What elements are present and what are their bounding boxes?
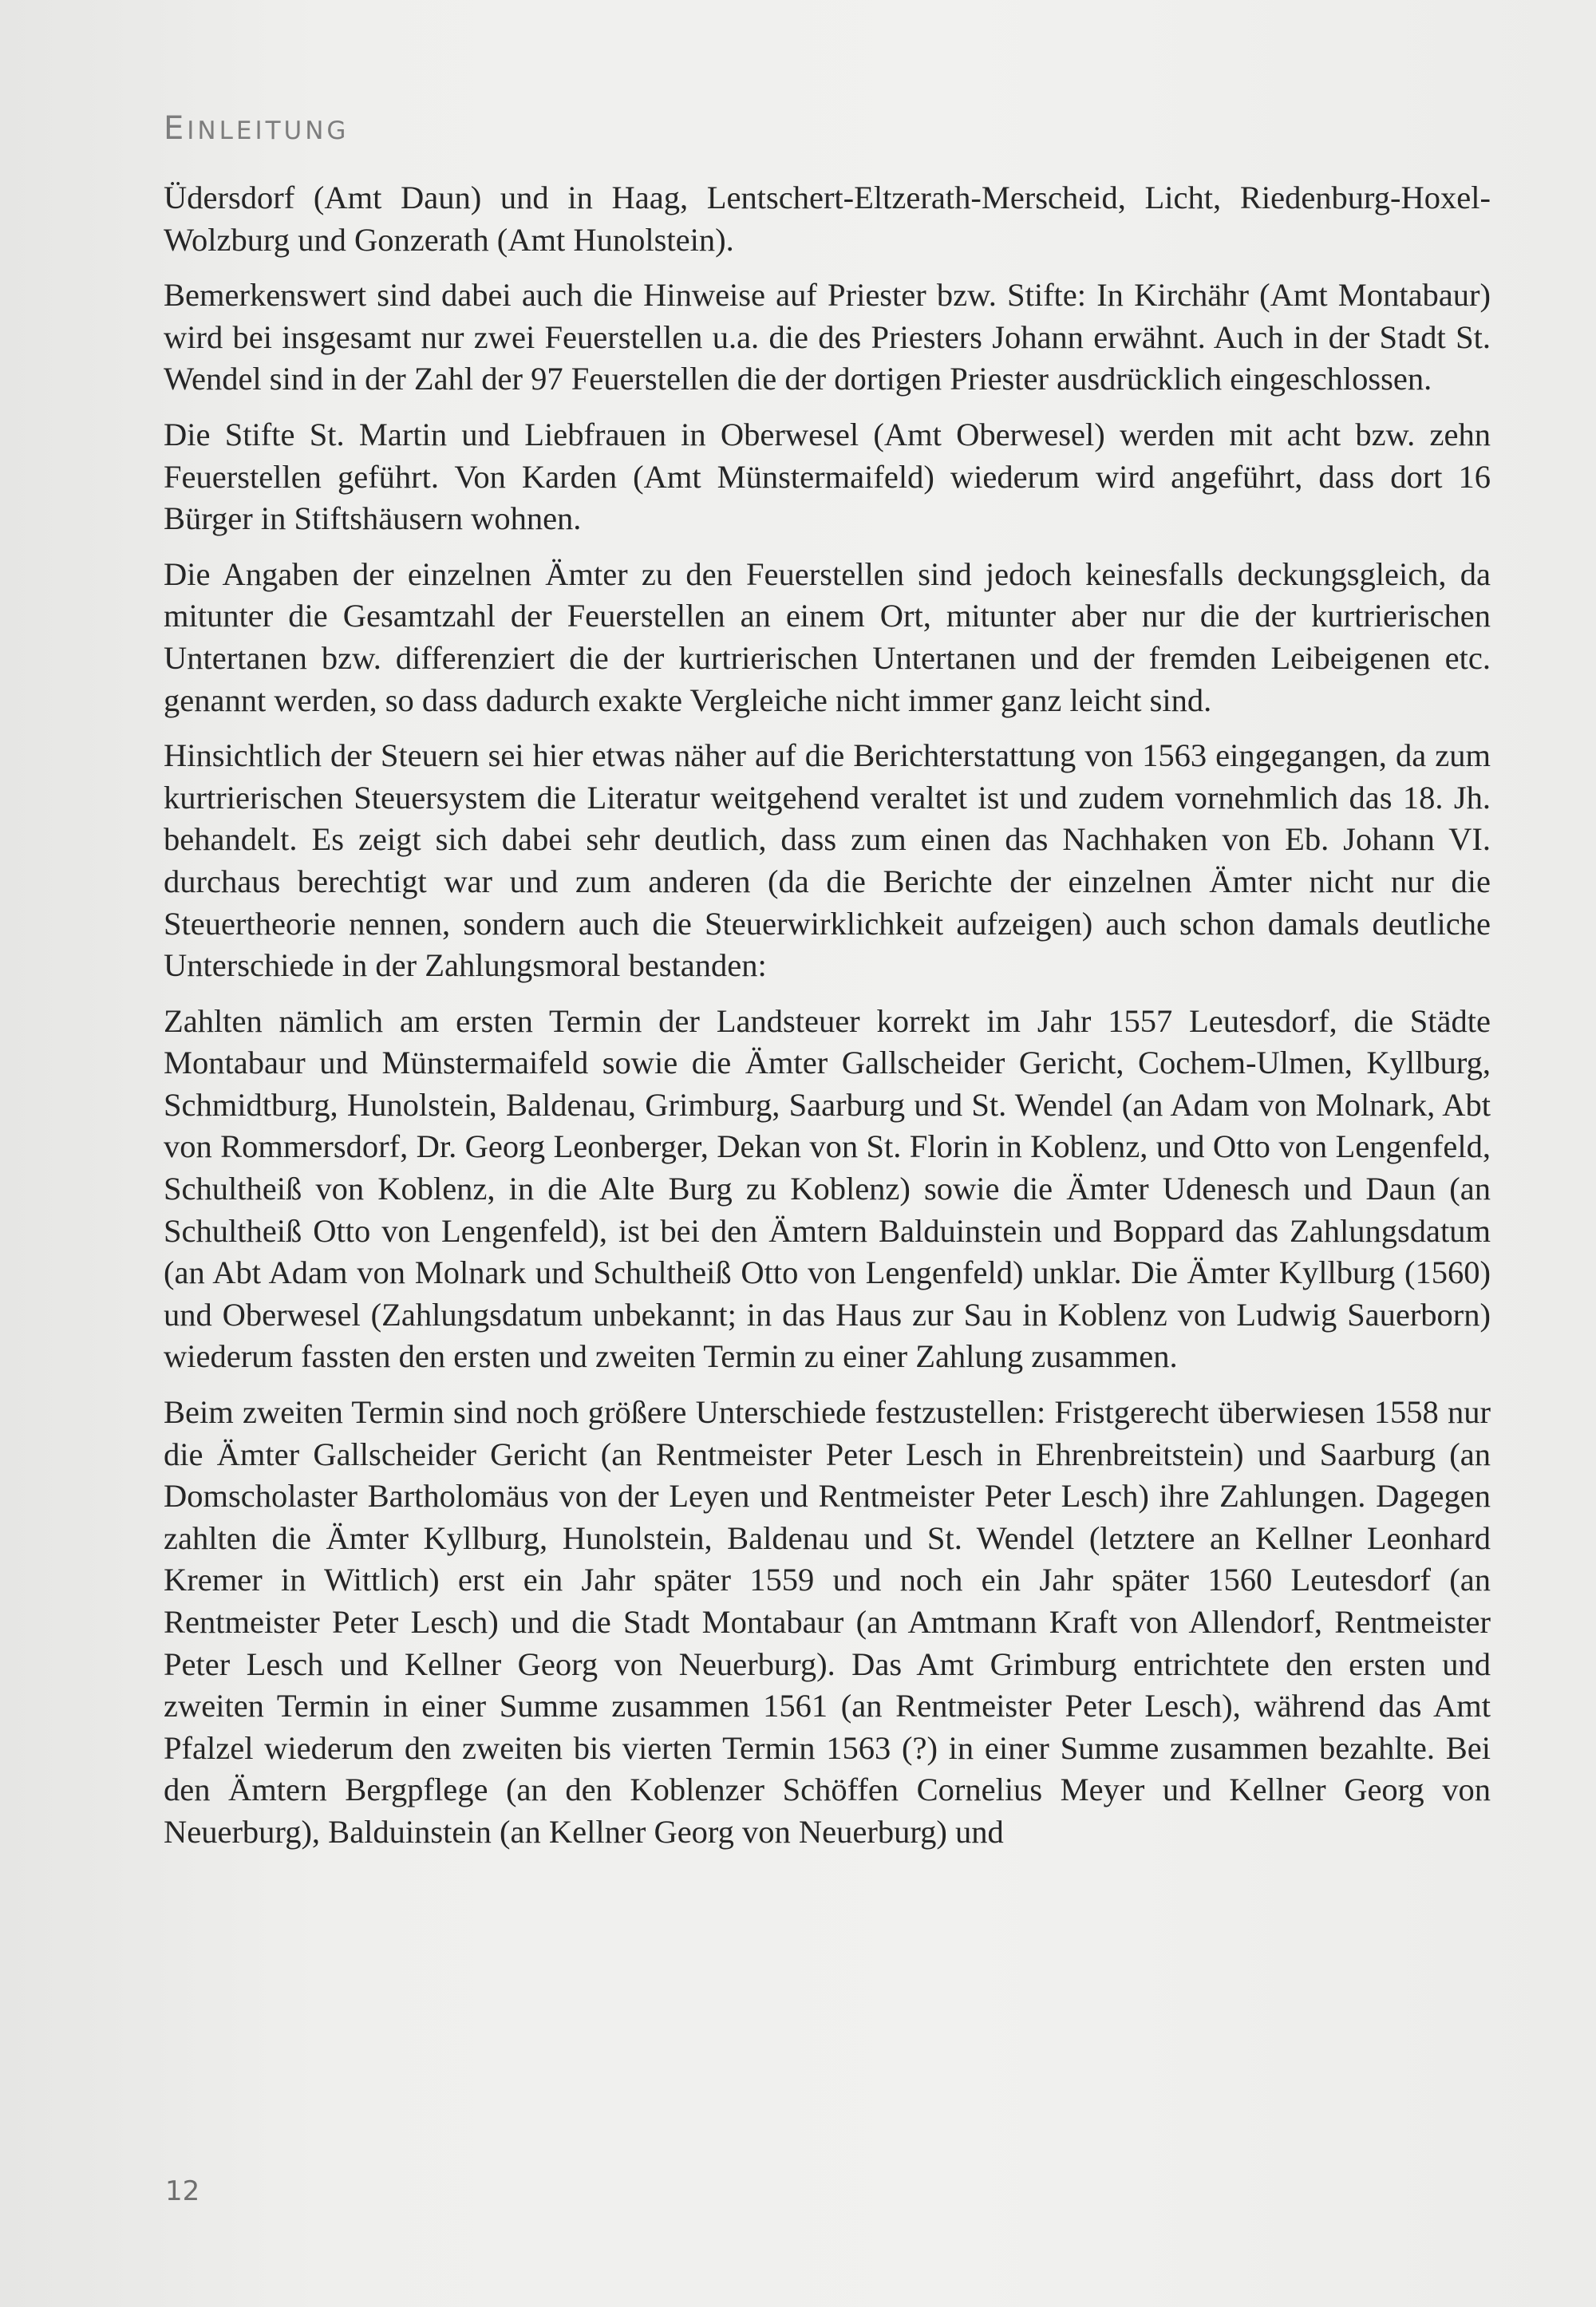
paragraph: Bemerkenswert sind dabei auch die Hinweise auf Priester bzw. Stifte: In Kirchähr (Amt Montabaur) wird bei insgesamt nur zwei Feuerstellen u.a. die des Priesters Johann erwähnt. Auch in der Stadt St. Wendel sind in der Zahl der 97 Feuerstellen die der dortigen Priester ausdrücklich eingeschlossen.: [164, 277, 1491, 397]
paragraph: Hinsichtlich der Steuern sei hier etwas näher auf die Berichterstattung von 1563 eingegangen, da zum kurtrierischen Steuersystem die Literatur weitgehend veraltet ist und zudem vornehmlich das 18. Jh. behandelt. Es zeigt sich dabei sehr deutlich, dass zum einen das Nachhaken von Eb. Johann VI. durchaus berechtigt war und zum anderen (da die Berichte der einzelnen Ämter nicht nur die Steuertheorie nennen, sondern auch die Steuerwirklichkeit aufzeigen) auch schon damals deutliche Unterschiede in der Zahlungsmoral bestanden:: [164, 737, 1491, 984]
paragraph: Beim zweiten Termin sind noch größere Unterschiede festzustellen: Fristgerecht überwiesen 1558 nur die Ämter Gallscheider Gericht (an Rentmeister Peter Lesch in Ehrenbreitstein) und Saarburg (an Domscholaster Bartholomäus von der Leyen und Rentmeister Peter Lesch) ihre Zahlungen. Dagegen zahlten die Ämter Kyllburg, Hunolstein, Baldenau und St. Wendel (letztere an Kellner Leonhard Kremer in Wittlich) erst ein Jahr später 1559 und noch ein Jahr später 1560 Leutesdorf (an Rentmeister Peter Lesch) und die Stadt Montabaur (an Amtmann Kraft von Allendorf, Rentmeister Peter Lesch und Kellner Georg von Neuerburg). Das Amt Grimburg entrichtete den ersten und zweiten Termin in einer Summe zusammen 1561 (an Rentmeister Peter Lesch), während das Amt Pfalzel wiederum den zweiten bis vierten Termin 1563 (?) in einer Summe zusammen bezahlte. Bei den Ämtern Bergpflege (an den Koblenzer Schöffen Cornelius Meyer und Kellner Georg von Neuerburg), Balduinstein (an Kellner Georg von Neuerburg) und: [164, 1394, 1491, 1850]
paragraph: Die Stifte St. Martin und Liebfrauen in Oberwesel (Amt Oberwesel) werden mit acht bzw. zehn Feuerstellen geführt. Von Karden (Amt Münstermaifeld) wiederum wird angeführt, dass dort 16 Bürger in Stiftshäusern wohnen.: [164, 416, 1491, 537]
page-number: 12: [165, 2175, 200, 2207]
header-rest: INLEITUNG: [187, 117, 350, 145]
running-header: [164, 110, 349, 147]
header-initial: E: [164, 110, 188, 147]
body-text: [164, 177, 1491, 1867]
paragraph: Zahlten nämlich am ersten Termin der Landsteuer korrekt im Jahr 1557 Leutesdorf, die Städte Montabaur und Münstermaifeld sowie die Ämter Gallscheider Gericht, Cochem-Ulmen, Kyllburg, Schmidtburg, Hunolstein, Baldenau, Grimburg, Saarburg und St. Wendel (an Adam von Molnark, Abt von Rommersdorf, Dr. Georg Leonberger, Dekan von St. Florin in Koblenz, und Otto von Lengenfeld, Schultheiß von Koblenz, in die Alte Burg zu Koblenz) sowie die Ämter Udenesch und Daun (an Schultheiß Otto von Lengenfeld), ist bei den Ämtern Balduinstein und Boppard das Zahlungsdatum (an Abt Adam von Molnark und Schultheiß Otto von Lengenfeld) unklar. Die Ämter Kyllburg (1560) und Oberwesel (Zahlungsdatum unbekannt; in das Haus zur Sau in Koblenz von Ludwig Sauerborn) wiederum fassten den ersten und zweiten Termin zu einer Zahlung zusammen.: [164, 1002, 1491, 1375]
paragraph: Üdersdorf (Amt Daun) und in Haag, Lentschert-Eltzerath-Merscheid, Licht, Riedenburg-Hoxel-Wolzburg und Gonzerath (Amt Hunolstein).: [164, 180, 1491, 258]
paragraph: Die Angaben der einzelnen Ämter zu den Feuerstellen sind jedoch keinesfalls deckungsgleich, da mitunter die Gesamtzahl der Feuerstellen an einem Ort, mitunter aber nur die der kurtrierischen Untertanen bzw. differenziert die der kurtrierischen Untertanen und der fremden Leibeigenen etc. genannt werden, so dass dadurch exakte Vergleiche nicht immer ganz leicht sind.: [164, 555, 1491, 718]
